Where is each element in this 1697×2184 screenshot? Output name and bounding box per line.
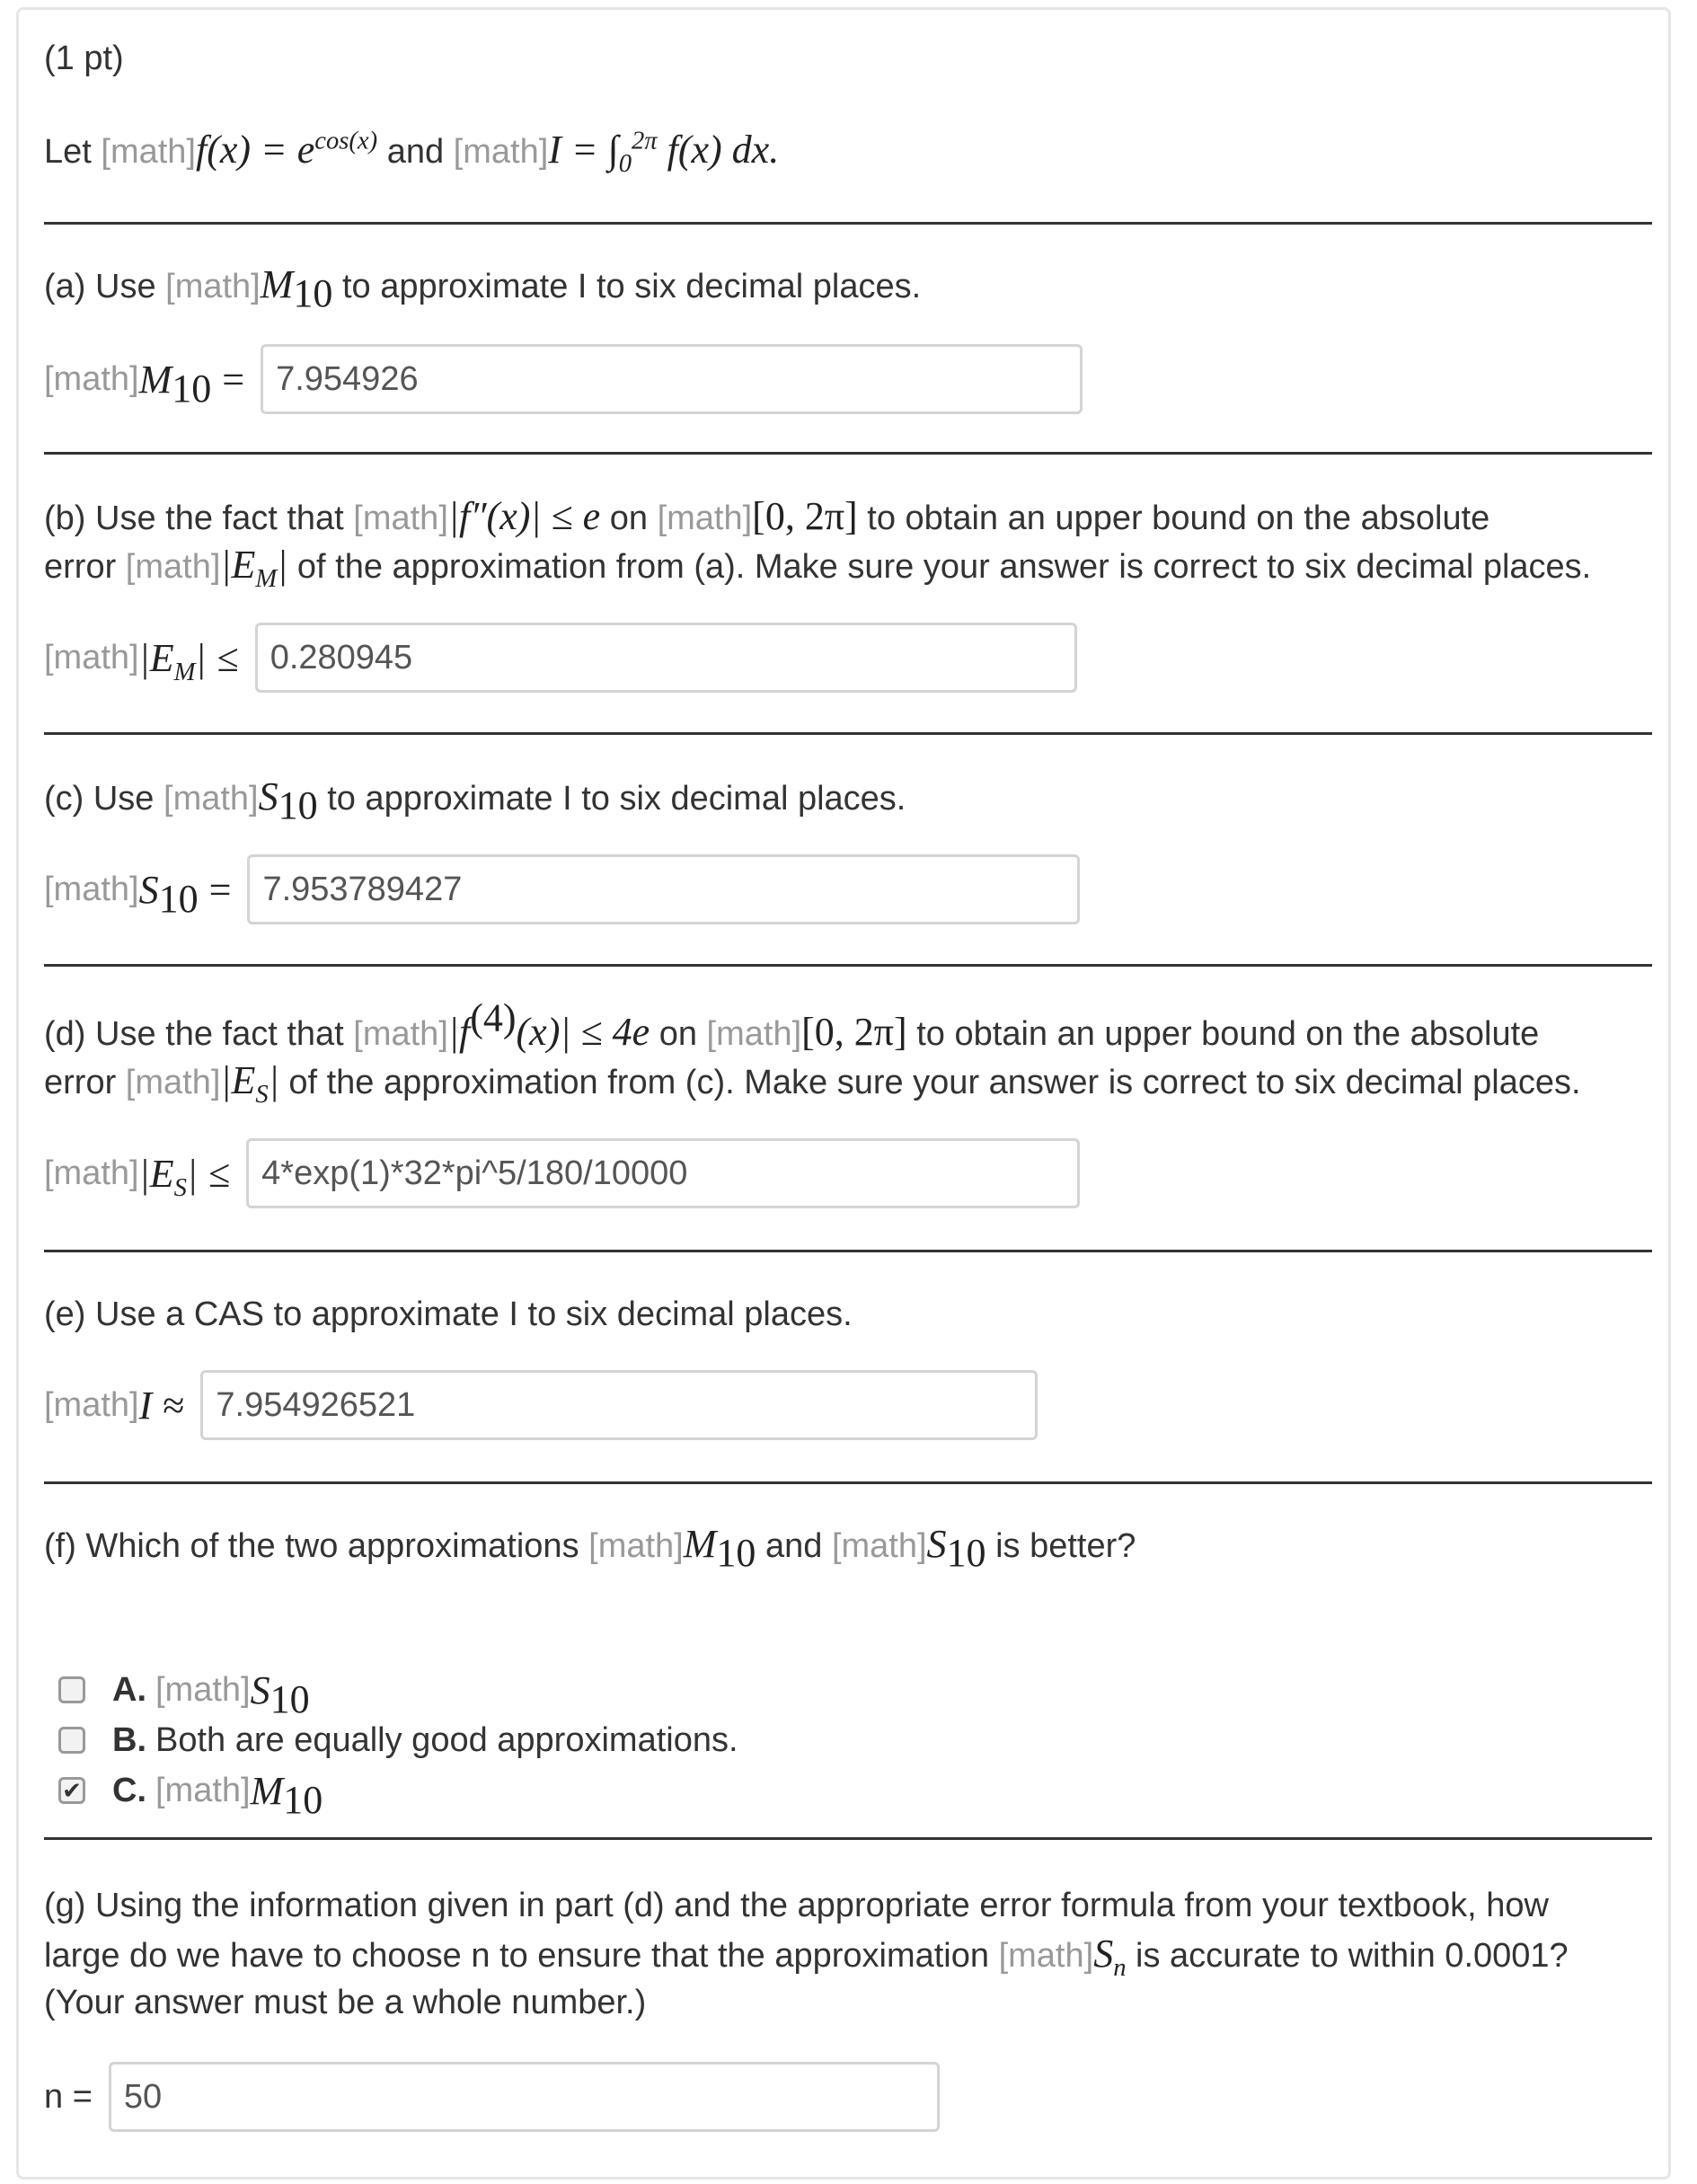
- points-label: (1 pt): [44, 40, 124, 77]
- choice-c[interactable]: ✔ C. [math] $M_{10}$: [44, 1765, 1652, 1816]
- part-d-answer-input[interactable]: [246, 1138, 1080, 1208]
- divider: [44, 452, 1652, 455]
- es-symbol: $|E_S|$: [138, 1151, 198, 1202]
- i-symbol: I: [138, 1383, 153, 1428]
- problem-statement: [44, 125, 1652, 177]
- s10-symbol: $S_{10}$: [138, 867, 199, 921]
- choice-b[interactable]: B. Both are equally good approximations.: [44, 1715, 1652, 1765]
- n-label: n =: [44, 2077, 93, 2116]
- part-g-prompt-line1: (g) Using the information given in part (d) and the appropriate error formula from your textbook, how: [44, 1887, 1549, 1924]
- part-d-prompt-line1: (d) Use the fact that $[math]|f^{(4)}(x)| \le 4e$ on [math][0, 2π] to obtain an upper bound on the absolute: [44, 995, 1540, 1054]
- divider: [44, 1250, 1652, 1252]
- part-a-answer-row: [math] $M_{10}$ = 7.954926: [44, 342, 1083, 416]
- part-g-prompt-line3: (Your answer must be a whole number.): [44, 1984, 647, 2021]
- math-tag: [math]: [453, 133, 549, 171]
- f-definition: $f(x) = e^{cos(x)}$: [196, 127, 378, 172]
- divider: [44, 1481, 1652, 1484]
- part-f-prompt: (f) Which of the two approximations $[math]M_{10}$ and $[math]S_{10}$ is better?: [44, 1522, 1136, 1575]
- divider: [44, 222, 1652, 225]
- part-b-answer-input[interactable]: [255, 623, 1077, 693]
- intro-and: and: [386, 133, 445, 171]
- divider: [44, 732, 1652, 735]
- m10-symbol: $M_{10}$: [138, 357, 212, 411]
- checkbox[interactable]: [58, 1676, 85, 1703]
- problem-card: [16, 7, 1671, 2180]
- choice-list: [44, 1665, 1652, 1822]
- integral-definition: $I = \int_0^{2\pi}$ f(x) dx.: [548, 127, 780, 178]
- part-b-prompt-line2: error $[math]|E_M|$ of the approximation from (a). Make sure your answer is correct to six decimal places.: [44, 543, 1592, 593]
- part-g-answer-input[interactable]: [109, 2062, 940, 2132]
- part-e-answer-input[interactable]: [200, 1370, 1038, 1440]
- part-d-prompt-line2: error $[math]|E_S|$ of the approximation from (c). Make sure your answer is correct to six decimal places.: [44, 1058, 1581, 1109]
- part-e-prompt: (e) Use a CAS to approximate I to six decimal places.: [44, 1295, 853, 1333]
- choice-a[interactable]: A. [math] $S_{10}$: [44, 1665, 1652, 1715]
- divider: [44, 964, 1652, 967]
- part-g-prompt-line2: large do we have to choose n to ensure that the approximation $[math]S_n$ is accurate to within 0.0001?: [44, 1932, 1569, 1982]
- part-d-answer-row: [math] $|E_S|$ ≤ 4*exp(1)*32*pi^5/180/10000: [44, 1136, 1080, 1210]
- part-c-answer-row: [math] $S_{10}$ = 7.953789427: [44, 853, 1080, 926]
- checkbox-checked[interactable]: ✔: [58, 1777, 85, 1804]
- part-a-answer-input[interactable]: [261, 344, 1083, 414]
- part-c-answer-input[interactable]: [247, 854, 1080, 924]
- part-g-answer-row: [44, 2060, 940, 2134]
- part-e-answer-row: [math] I ≈ 7.954926521: [44, 1368, 1038, 1442]
- intro-lead: Let: [44, 133, 92, 171]
- checkbox[interactable]: [58, 1727, 85, 1754]
- part-b-prompt-line1: (b) Use the fact that [math]|f″(x)| ≤ e on [math][0, 2π] to obtain an upper bound on the absolute: [44, 494, 1490, 538]
- em-symbol: $|E_M|$: [138, 635, 207, 686]
- divider: [44, 1837, 1652, 1840]
- part-a-prompt: (a) Use $[math]M_{10}$ to approximate I to six decimal places.: [44, 262, 922, 315]
- part-c-prompt: (c) Use $[math]S_{10}$ to approximate I to six decimal places.: [44, 774, 906, 827]
- part-b-answer-row: [math] $|E_M|$ ≤ 0.280945: [44, 621, 1077, 694]
- math-tag: [math]: [101, 133, 196, 171]
